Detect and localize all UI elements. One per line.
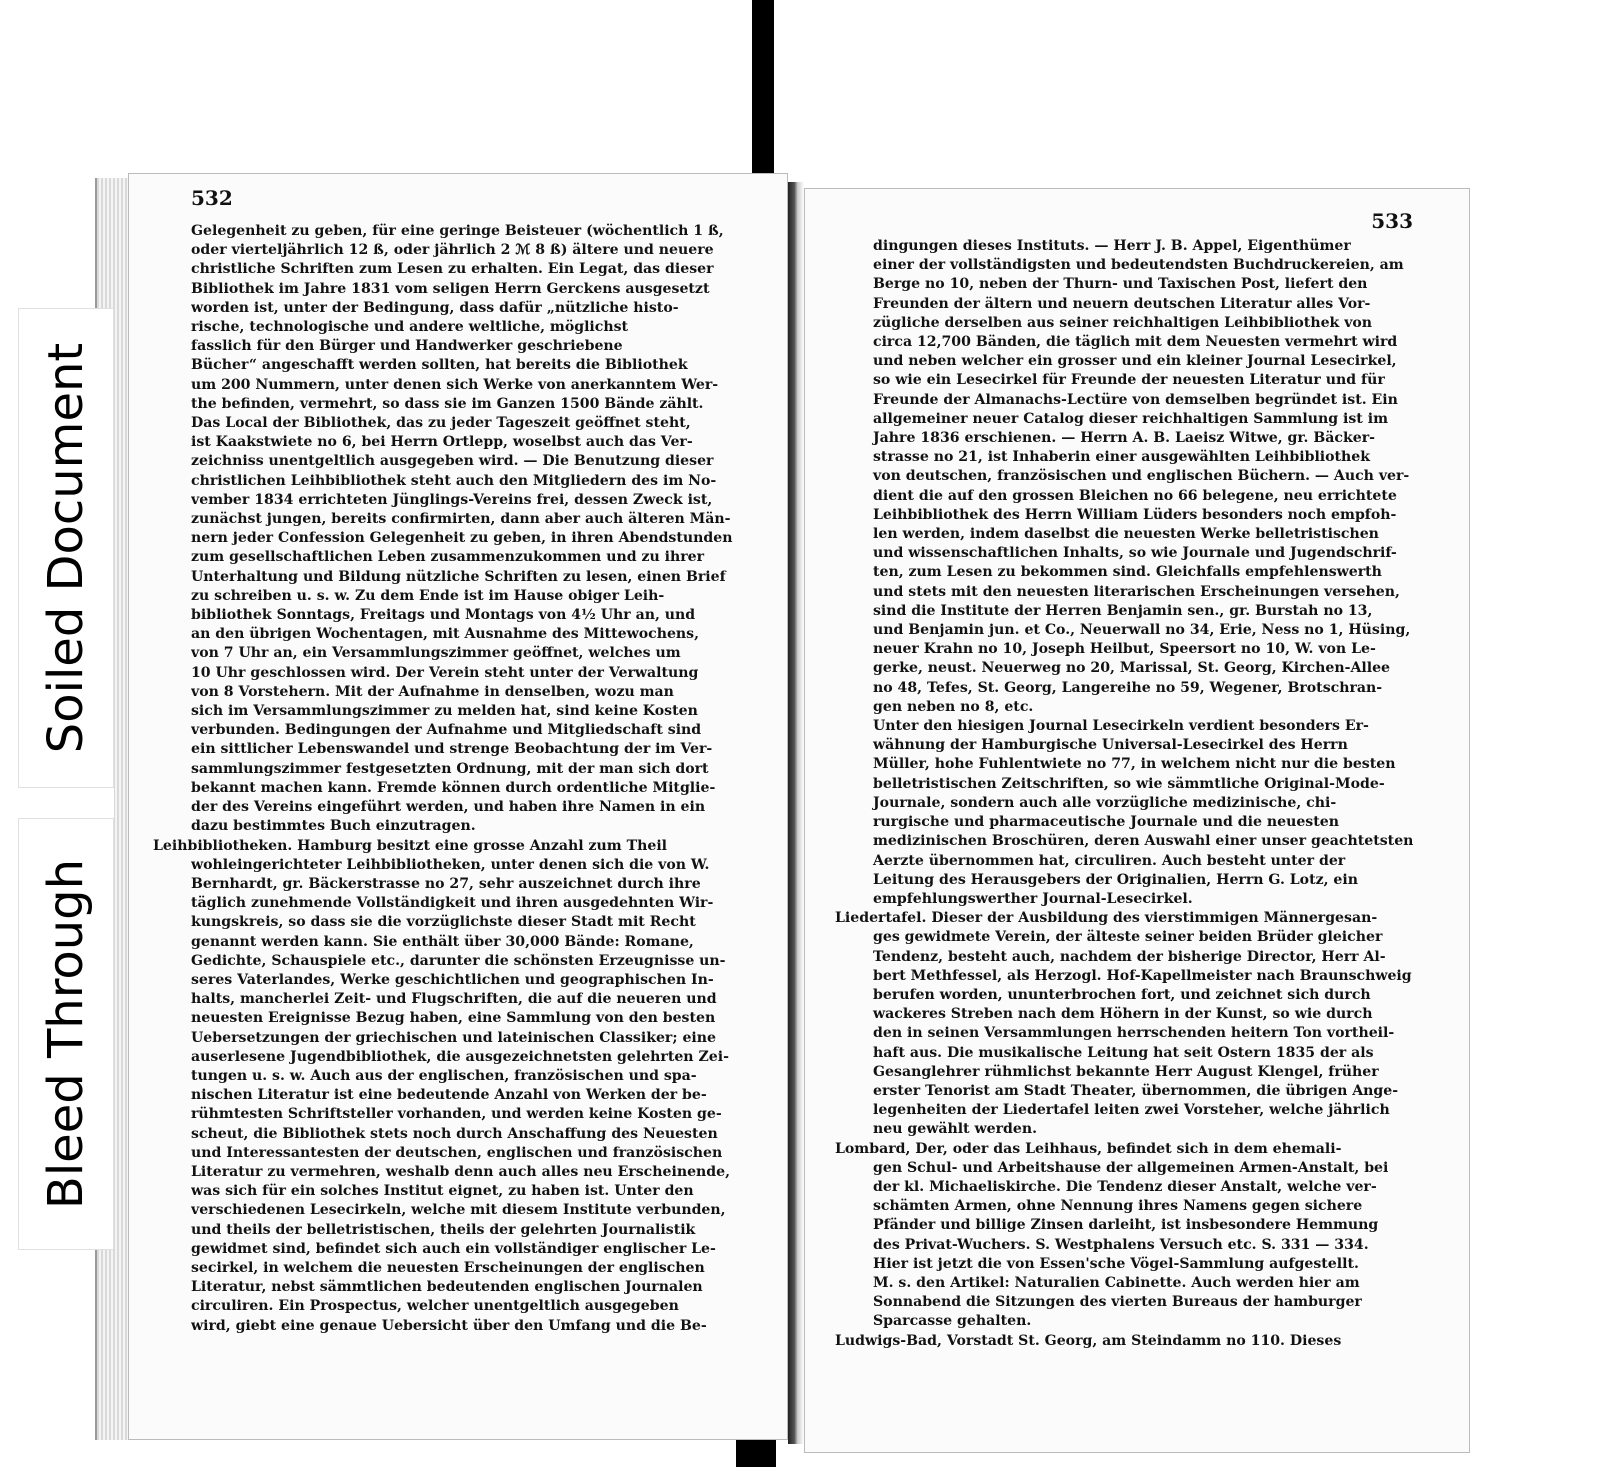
text-line: gerke, neust. Neuerweg no 20, Marissal, St. Georg, Kirchen-Allee bbox=[873, 660, 1391, 677]
text-line: ein sittlicher Lebenswandel und strenge Beobachtung der im Ver- bbox=[191, 741, 713, 758]
left-page bbox=[128, 173, 788, 1440]
text-line: Leihbibliotheken. Hamburg besitzt eine grosse Anzahl zum Theil bbox=[153, 837, 668, 854]
text-line: zügliche derselben aus seiner reichhaltigen Leihbibliothek von bbox=[873, 314, 1373, 331]
text-line: christliche Schriften zum Lesen zu erhalten. Ein Legat, das dieser bbox=[191, 261, 714, 278]
soiled-document-label bbox=[18, 308, 114, 788]
left-page-number: 532 bbox=[191, 186, 233, 210]
text-line: neu gewählt werden. bbox=[873, 1121, 1037, 1138]
text-line: haft aus. Die musikalische Leitung hat seit Ostern 1835 der als bbox=[873, 1044, 1374, 1061]
text-line: Freunden der ältern und neuern deutschen Literatur alles Vor- bbox=[873, 295, 1371, 312]
text-line: und neben welcher ein grosser und ein kleiner Journal Lesecirkel, bbox=[873, 353, 1397, 370]
text-line: the befinden, vermehrt, so dass sie im Ganzen 1500 Bände zählt. bbox=[191, 395, 704, 412]
text-line: zu schreiben u. s. w. Zu dem Ende ist im Hause obiger Leih- bbox=[191, 587, 665, 604]
text-line: zeichniss unentgeltlich ausgegeben wird. — Die Benutzung dieser bbox=[191, 453, 714, 470]
text-line: Uebersetzungen der griechischen und lateinischen Classiker; eine bbox=[191, 1029, 716, 1046]
text-line: Gelegenheit zu geben, für eine geringe Beisteuer (wöchentlich 1 ß, bbox=[191, 223, 724, 239]
text-line: der des Vereins eingeführt werden, und haben ihre Namen in ein bbox=[191, 799, 706, 816]
text-line: legenheiten der Liedertafel leiten zwei Vorsteher, welche jährlich bbox=[873, 1102, 1390, 1119]
text-line: strasse no 21, ist Inhaberin einer ausgewählten Leihbibliothek bbox=[873, 449, 1371, 466]
text-line: nern jeder Confession Gelegenheit zu geben, in ihren Abendstunden bbox=[191, 530, 733, 547]
text-line: des Privat-Wuchers. S. Westphalens Versuch etc. S. 331 — 334. bbox=[873, 1236, 1369, 1253]
text-line: erster Tenorist am Stadt Theater, übernommen, die übrigen Ange- bbox=[873, 1082, 1399, 1099]
text-line: verbunden. Bedingungen der Aufnahme und Mitgliedschaft sind bbox=[191, 722, 702, 739]
text-line: worden ist, unter der Bedingung, dass dafür „nützliche histo- bbox=[191, 299, 679, 316]
text-line: 10 Uhr geschlossen wird. Der Verein steht unter der Verwaltung bbox=[191, 664, 699, 681]
text-line: halts, mancherlei Zeit- und Flugschriften, die auf die neueren und bbox=[191, 991, 717, 1008]
text-line: Berge no 10, neben der Thurn- und Taxischen Post, liefert den bbox=[873, 276, 1368, 293]
book-spine bbox=[788, 182, 804, 1444]
text-line: rühmtesten Schriftsteller vorhanden, und werden keine Kosten ge- bbox=[191, 1106, 722, 1123]
text-line: einer der vollständigsten und bedeutendsten Buchdruckereien, am bbox=[873, 257, 1404, 274]
text-line: zum gesellschaftlichen Leben zusammenzukommen und zu ihrer bbox=[191, 549, 705, 566]
text-line: neuer Krahn no 10, Joseph Heilbut, Speersort no 10, W. von Le- bbox=[873, 641, 1376, 658]
soiled-document-label-text: Soiled Document bbox=[38, 342, 94, 754]
text-line: so wie ein Lesecirkel für Freunde der neuesten Literatur und für bbox=[873, 372, 1385, 389]
text-line: verschiedenen Lesecirkeln, welche mit diesem Institute verbunden, bbox=[191, 1202, 726, 1219]
text-line: Müller, hohe Fuhlentwiete no 77, in welchem nicht nur die besten bbox=[873, 756, 1396, 773]
text-line: genannt werden kann. Sie enthält über 30,000 Bände: Romane, bbox=[191, 933, 694, 950]
text-line: christlichen Leihbibliothek steht auch den Mitgliedern des im No- bbox=[191, 472, 717, 489]
text-line: no 48, Tefes, St. Georg, Langereihe no 59, Wegener, Brotschran- bbox=[873, 679, 1383, 696]
right-page-number: 533 bbox=[1371, 209, 1413, 233]
text-line: wackeres Streben nach dem Höhern in der Kunst, so wie durch bbox=[873, 1006, 1373, 1023]
text-line: gewidmet sind, befindet sich auch ein vollständiger englischer Le- bbox=[191, 1240, 716, 1257]
text-line: dingungen dieses Instituts. — Herr J. B. Appel, Eigenthümer bbox=[873, 238, 1351, 254]
text-line: von 7 Uhr an, ein Versammlungszimmer geöffnet, welches um bbox=[191, 645, 681, 662]
text-line: schämten Armen, ohne Nennung ihres Namens gegen sichere bbox=[873, 1198, 1363, 1215]
label-divider bbox=[18, 788, 114, 818]
text-line: tungen u. s. w. Auch aus der englischen, französischen und spa- bbox=[191, 1067, 697, 1084]
text-line: bert Methfessel, als Herzogl. Hof-Kapellmeister nach Braunschweig bbox=[873, 967, 1412, 984]
text-line: Jahre 1836 erschienen. — Herrn A. B. Laeisz Witwe, gr. Bäcker- bbox=[873, 430, 1375, 447]
right-page bbox=[804, 188, 1470, 1453]
text-line: auserlesene Jugendbibliothek, die ausgezeichnetsten gelehrten Zei- bbox=[191, 1048, 729, 1065]
text-line: Aerzte übernommen hat, circuliren. Auch besteht unter der bbox=[873, 852, 1346, 869]
right-page-text bbox=[835, 237, 1435, 1351]
text-line: Sparcasse gehalten. bbox=[873, 1313, 1032, 1330]
text-line: rische, technologische und andere weltliche, möglichst bbox=[191, 319, 629, 336]
text-line: len werden, indem daselbst die neuesten Werke belletristischen bbox=[873, 526, 1379, 543]
text-line: sind die Institute der Herren Benjamin sen., gr. Burstah no 13, bbox=[873, 602, 1373, 619]
text-line: kungskreis, so dass sie die vorzüglichste dieser Stadt mit Recht bbox=[191, 914, 696, 931]
text-line: täglich zunehmende Vollständigkeit und ihren ausgedehnten Wir- bbox=[191, 895, 714, 912]
text-line: zunächst jungen, bereits confirmirten, dann aber auch älteren Män- bbox=[191, 511, 731, 528]
text-line: Liedertafel. Dieser der Ausbildung des vierstimmigen Männergesan- bbox=[835, 910, 1378, 927]
text-line: um 200 Nummern, unter denen sich Werke von anerkanntem Wer- bbox=[191, 376, 719, 393]
text-line: fasslich für den Bürger und Handwerker geschriebene bbox=[191, 338, 623, 355]
text-line: neuesten Ereignisse Bezug haben, eine Sammlung von den besten bbox=[191, 1010, 716, 1027]
text-line: bekannt machen kann. Fremde können durch ordentliche Mitglie- bbox=[191, 779, 716, 796]
text-line: Sonnabend die Sitzungen des vierten Bureaus der hamburger bbox=[873, 1294, 1362, 1311]
text-line: seres Vaterlandes, Werke geschichtlichen und geographischen In- bbox=[191, 971, 714, 988]
text-line: was sich für ein solches Institut eignet, zu haben ist. Unter den bbox=[191, 1183, 694, 1200]
text-line: und wissenschaftlichen Inhalts, so wie Journale und Jugendschrif- bbox=[873, 545, 1397, 562]
text-line: secirkel, in welchem die neuesten Erscheinungen der englischen bbox=[191, 1259, 705, 1276]
bottom-gutter-strip bbox=[736, 1440, 776, 1467]
text-line: ges gewidmete Verein, der älteste seiner beiden Brüder gleicher bbox=[873, 929, 1383, 946]
text-line: medizinischen Broschüren, deren Auswahl einer unser geachtetsten bbox=[873, 833, 1414, 850]
text-line: bibliothek Sonntags, Freitags und Montags von 4½ Uhr an, und bbox=[191, 607, 696, 624]
text-line: Bibliothek im Jahre 1831 vom seligen Herrn Gerckens ausgesetzt bbox=[191, 280, 710, 297]
text-line: an den übrigen Wochentagen, mit Ausnahme des Mittewochens, bbox=[191, 626, 699, 643]
text-line: dient die auf den grossen Bleichen no 66 belegene, neu errichtete bbox=[873, 487, 1397, 504]
left-page-text bbox=[153, 222, 769, 1336]
text-line: Bücher“ angeschafft werden sollten, hat bereits die Bibliothek bbox=[191, 357, 688, 374]
text-line: Ludwigs-Bad, Vorstadt St. Georg, am Steindamm no 110. Dieses bbox=[835, 1332, 1342, 1349]
text-line: Lombard, Der, oder das Leihhaus, befindet sich in dem ehemali- bbox=[835, 1140, 1342, 1157]
text-line: scheut, die Bibliothek stets noch durch Anschaffung des Neuesten bbox=[191, 1125, 718, 1142]
text-line: allgemeiner neuer Catalog dieser reichhaltigen Sammlung ist im bbox=[873, 410, 1388, 427]
text-line: wähnung der Hamburgische Universal-Lesecirkel des Herrn bbox=[873, 737, 1348, 754]
text-line: Bernhardt, gr. Bäckerstrasse no 27, sehr auszeichnet durch ihre bbox=[191, 875, 701, 892]
text-line: den in seinen Versammlungen herrschenden heitern Ton vortheil- bbox=[873, 1025, 1395, 1042]
text-line: von deutschen, französischen und englischen Büchern. — Auch ver- bbox=[873, 468, 1410, 485]
text-line: gen Schul- und Arbeitshause der allgemeinen Armen-Anstalt, bei bbox=[873, 1159, 1389, 1176]
text-line: Hier ist jetzt die von Essen'sche Vögel-Sammlung aufgestellt. bbox=[873, 1255, 1359, 1272]
text-line: Freunde der Almanachs-Lectüre von demselben begründet ist. Ein bbox=[873, 391, 1398, 408]
text-line: vember 1834 errichteten Jünglings-Vereins frei, dessen Zweck ist, bbox=[191, 491, 713, 508]
text-line: Pfänder und billige Zinsen darleiht, ist insbesondere Hemmung bbox=[873, 1217, 1379, 1234]
text-line: ten, zum Lesen zu bekommen sind. Gleichfalls empfehlenswerth bbox=[873, 564, 1382, 581]
text-line: der kl. Michaeliskirche. Die Tendenz dieser Anstalt, welche ver- bbox=[873, 1178, 1377, 1195]
text-line: Literatur zu vermehren, weshalb denn auch alles neu Erscheinende, bbox=[191, 1163, 731, 1180]
text-line: Literatur, nebst sämmtlichen bedeutenden englischen Journalen bbox=[191, 1279, 703, 1296]
text-line: wird, giebt eine genaue Uebersicht über den Umfang und die Be- bbox=[191, 1317, 707, 1334]
text-line: und theils der belletristischen, theils der gelehrten Journalistik bbox=[191, 1221, 696, 1238]
text-line: sammlungszimmer festgesetzten Ordnung, mit der man sich dort bbox=[191, 760, 709, 777]
text-line: circuliren. Ein Prospectus, welcher unentgeltlich ausgegeben bbox=[191, 1298, 679, 1315]
text-line: Tendenz, besteht auch, nachdem der bisherige Director, Herr Al- bbox=[873, 948, 1386, 965]
bleed-through-label bbox=[18, 818, 114, 1250]
text-line: Das Local der Bibliothek, das zu jeder Tageszeit geöffnet steht, bbox=[191, 415, 691, 432]
text-line: belletristischen Zeitschriften, so wie sämmtliche Original-Mode- bbox=[873, 775, 1385, 792]
text-line: und Benjamin jun. et Co., Neuerwall no 34, Erie, Ness no 1, Hüsing, bbox=[873, 622, 1411, 639]
text-line: dazu bestimmtes Buch einzutragen. bbox=[191, 818, 476, 835]
text-line: Gedichte, Schauspiele etc., darunter die schönsten Erzeugnisse un- bbox=[191, 952, 726, 969]
text-line: Unter den hiesigen Journal Lesecirkeln verdient besonders Er- bbox=[873, 718, 1369, 735]
text-line: M. s. den Artikel: Naturalien Cabinette. Auch werden hier am bbox=[873, 1274, 1360, 1291]
text-line: sich im Versammlungszimmer zu melden hat, sind keine Kosten bbox=[191, 703, 698, 720]
text-line: Leihbibliothek des Herrn William Lüders besonders noch empfoh- bbox=[873, 506, 1397, 523]
text-line: wohleingerichteter Leihbibliotheken, unter denen sich die von W. bbox=[191, 856, 710, 873]
text-line: circa 12,700 Bänden, die täglich mit dem Neuesten vermehrt wird bbox=[873, 334, 1398, 351]
text-line: empfehlungswerther Journal-Lesecirkel. bbox=[873, 890, 1193, 907]
bleed-through-label-text: Bleed Through bbox=[38, 858, 94, 1210]
text-line: von 8 Vorstehern. Mit der Aufnahme in denselben, wozu man bbox=[191, 683, 674, 700]
text-line: rurgische und pharmaceutische Journale und die neuesten bbox=[873, 814, 1339, 831]
text-line: oder vierteljährlich 12 ß, oder jährlich 2 ℳ 8 ß) ältere und neuere bbox=[191, 242, 714, 259]
text-line: Gesanglehrer rühmlichst bekannte Herr August Klengel, früher bbox=[873, 1063, 1379, 1080]
text-line: gen neben no 8, etc. bbox=[873, 698, 1034, 715]
text-line: und Interessantesten der deutschen, englischen und französischen bbox=[191, 1144, 723, 1161]
text-line: Unterhaltung und Bildung nützliche Schriften zu lesen, einen Brief bbox=[191, 568, 726, 585]
text-line: Leitung des Herausgebers der Originalien, Herrn G. Lotz, ein bbox=[873, 871, 1358, 888]
text-line: nischen Literatur ist eine bedeutende Anzahl von Werken der be- bbox=[191, 1087, 707, 1104]
top-gutter-strip bbox=[752, 0, 774, 178]
text-line: berufen worden, ununterbrochen fort, und zeichnet sich durch bbox=[873, 986, 1371, 1003]
text-line: Journale, sondern auch alle vorzügliche medizinische, chi- bbox=[873, 794, 1337, 811]
text-line: ist Kaakstwiete no 6, bei Herrn Ortlepp, woselbst auch das Ver- bbox=[191, 434, 693, 451]
text-line: und stets mit den neuesten literarischen Erscheinungen versehen, bbox=[873, 583, 1400, 600]
